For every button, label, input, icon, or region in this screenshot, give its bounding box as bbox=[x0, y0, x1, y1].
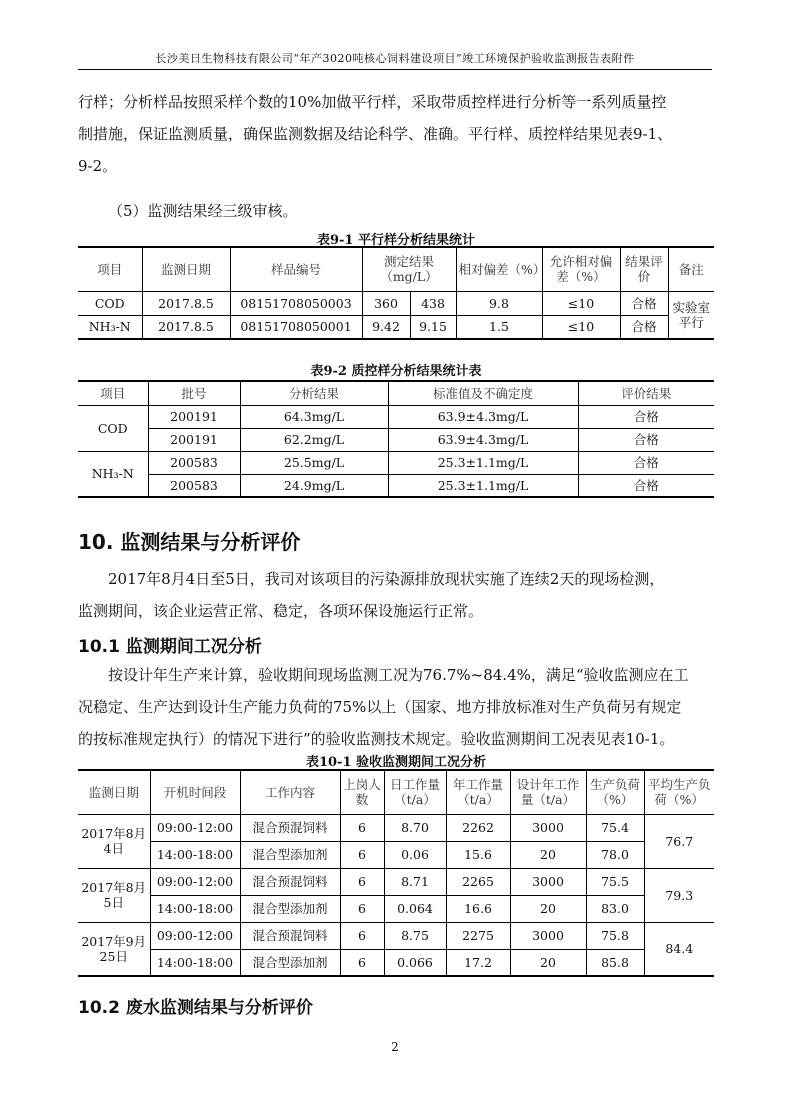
item-cell: COD bbox=[78, 405, 148, 451]
table-cell: 3000 bbox=[510, 868, 586, 895]
table-9-2-header-row bbox=[78, 381, 714, 405]
header-cell: 测定结果（mg/L） bbox=[362, 247, 456, 291]
table-cell: 6 bbox=[340, 841, 384, 868]
header-cell: 标准值及不确定度 bbox=[388, 381, 578, 405]
table-row bbox=[78, 291, 714, 315]
table-9-1-caption: 表9-1 平行样分析结果统计 bbox=[316, 233, 475, 248]
table-cell: 17.2 bbox=[446, 949, 510, 976]
header-cell: 分析结果 bbox=[240, 381, 388, 405]
header-cell: 日工作量（t/a） bbox=[384, 770, 446, 814]
table-cell: 438 bbox=[410, 291, 456, 315]
header-cell: 工作内容 bbox=[240, 770, 340, 814]
table-cell: 200583 bbox=[148, 474, 240, 497]
table-cell: 75.8 bbox=[586, 922, 644, 949]
table-cell: 20 bbox=[510, 949, 586, 976]
table-row bbox=[78, 922, 714, 949]
intro-line-2: 制措施，保证监测质量，确保监测数据及结论科学、准确。平行样、质控样结果见表9-1、 bbox=[78, 125, 673, 143]
header-cell: 样品编号 bbox=[230, 247, 362, 291]
remark-cell: 实验室平行 bbox=[668, 291, 714, 339]
header-cell: 相对偏差（%） bbox=[456, 247, 542, 291]
avg-load-cell: 76.7 bbox=[644, 814, 714, 868]
table-cell: 混合预混饲料 bbox=[240, 922, 340, 949]
table-10-1-caption: 表10-1 验收监测期间工况分析 bbox=[305, 755, 487, 770]
section-10-heading: 10. 监测结果与分析评价 bbox=[78, 530, 301, 554]
intro-line-3: 9-2。 bbox=[78, 157, 118, 175]
header-cell: 项目 bbox=[78, 381, 148, 405]
page-header: 长沙美日生物科技有限公司“年产3020吨核心饲料建设项目”竣工环境保护验收监测报告表附件 bbox=[78, 50, 712, 70]
avg-load-cell: 79.3 bbox=[644, 868, 714, 922]
section-10-line-2: 监测期间，该企业运营正常、稳定，各项环保设施运行正常。 bbox=[78, 602, 484, 620]
table-cell: 8.70 bbox=[384, 814, 446, 841]
section-10-2-heading: 10.2 废水监测结果与分析评价 bbox=[78, 998, 313, 1018]
intro-line-1: 行样；分析样品按照采样个数的10%加做平行样，采取带质控样进行分析等一系列质量控 bbox=[78, 93, 667, 111]
table-cell: 25.3±1.1mg/L bbox=[388, 451, 578, 474]
period-cell: 09:00-12:00 bbox=[150, 922, 240, 949]
avg-load-cell: 84.4 bbox=[644, 922, 714, 976]
table-cell: 混合型添加剂 bbox=[240, 895, 340, 922]
table-cell: 合格 bbox=[578, 428, 714, 451]
table-cell: 200191 bbox=[148, 405, 240, 428]
table-cell: 9.15 bbox=[410, 315, 456, 339]
header-cell: 设计年工作量（t/a） bbox=[510, 770, 586, 814]
table-cell: 63.9±4.3mg/L bbox=[388, 428, 578, 451]
period-cell: 14:00-18:00 bbox=[150, 949, 240, 976]
item-cell: NH₃-N bbox=[78, 451, 148, 497]
table-cell: 20 bbox=[510, 841, 586, 868]
section-10-1-line-3: 的按标准规定执行）的情况下进行”的验收监测技术规定。验收监测期间工况表见表10-1。 bbox=[78, 730, 675, 748]
table-cell: 16.6 bbox=[446, 895, 510, 922]
table-row bbox=[78, 451, 714, 474]
table-cell: 2265 bbox=[446, 868, 510, 895]
header-cell: 批号 bbox=[148, 381, 240, 405]
date-cell: 2017年8月5日 bbox=[78, 868, 150, 922]
table-cell: 3000 bbox=[510, 814, 586, 841]
header-cell: 评价结果 bbox=[578, 381, 714, 405]
table-cell: 85.8 bbox=[586, 949, 644, 976]
table-cell: 25.3±1.1mg/L bbox=[388, 474, 578, 497]
table-row bbox=[78, 895, 714, 922]
table-row bbox=[78, 428, 714, 451]
table-cell: 83.0 bbox=[586, 895, 644, 922]
table-cell: 1.5 bbox=[456, 315, 542, 339]
table-row bbox=[78, 315, 714, 339]
table-cell: 2017.8.5 bbox=[142, 291, 230, 315]
header-cell: 监测日期 bbox=[142, 247, 230, 291]
table-cell: 6 bbox=[340, 814, 384, 841]
table-row bbox=[78, 841, 714, 868]
table-9-1-header-row bbox=[78, 247, 714, 291]
table-cell: 混合预混饲料 bbox=[240, 868, 340, 895]
table-cell: 合格 bbox=[578, 405, 714, 428]
table-cell: 63.9±4.3mg/L bbox=[388, 405, 578, 428]
page-number: 2 bbox=[391, 1040, 399, 1054]
table-10-1 bbox=[78, 769, 714, 977]
period-cell: 09:00-12:00 bbox=[150, 814, 240, 841]
date-cell: 2017年9月25日 bbox=[78, 922, 150, 976]
table-cell: 6 bbox=[340, 895, 384, 922]
table-cell: 75.4 bbox=[586, 814, 644, 841]
table-cell: 0.06 bbox=[384, 841, 446, 868]
header-cell: 生产负荷（%） bbox=[586, 770, 644, 814]
period-cell: 14:00-18:00 bbox=[150, 841, 240, 868]
table-cell: 15.6 bbox=[446, 841, 510, 868]
table-cell: NH₃-N bbox=[78, 315, 142, 339]
table-cell: 合格 bbox=[578, 474, 714, 497]
table-cell: 20 bbox=[510, 895, 586, 922]
table-cell: 62.2mg/L bbox=[240, 428, 388, 451]
section-10-line-1: 2017年8月4日至5日，我司对该项目的污染源排放现状实施了连续2天的现场检测， bbox=[108, 570, 665, 588]
table-cell: 0.066 bbox=[384, 949, 446, 976]
table-cell: 2017.8.5 bbox=[142, 315, 230, 339]
table-cell: 6 bbox=[340, 922, 384, 949]
table-cell: 25.5mg/L bbox=[240, 451, 388, 474]
header-cell: 监测日期 bbox=[78, 770, 150, 814]
table-cell: 0.064 bbox=[384, 895, 446, 922]
table-cell: 合格 bbox=[620, 291, 668, 315]
header-cell: 上岗人数 bbox=[340, 770, 384, 814]
intro-line-4: （5）监测结果经三级审核。 bbox=[108, 202, 298, 220]
header-cell: 年工作量（t/a） bbox=[446, 770, 510, 814]
table-row bbox=[78, 405, 714, 428]
table-9-2 bbox=[78, 380, 714, 498]
table-cell: 6 bbox=[340, 868, 384, 895]
table-cell: 2275 bbox=[446, 922, 510, 949]
period-cell: 14:00-18:00 bbox=[150, 895, 240, 922]
header-cell: 项目 bbox=[78, 247, 142, 291]
table-row bbox=[78, 814, 714, 841]
table-cell: 200191 bbox=[148, 428, 240, 451]
table-cell: 24.9mg/L bbox=[240, 474, 388, 497]
table-cell: 64.3mg/L bbox=[240, 405, 388, 428]
table-cell: 08151708050001 bbox=[230, 315, 362, 339]
table-cell: 9.42 bbox=[362, 315, 410, 339]
table-10-1-header-row bbox=[78, 770, 714, 814]
table-cell: 08151708050003 bbox=[230, 291, 362, 315]
header-cell: 备注 bbox=[668, 247, 714, 291]
table-9-2-caption: 表9-2 质控样分析结果统计表 bbox=[310, 364, 482, 379]
table-cell: 200583 bbox=[148, 451, 240, 474]
header-cell: 平均生产负荷（%） bbox=[644, 770, 714, 814]
table-row bbox=[78, 474, 714, 497]
section-10-1-line-2: 况稳定、生产达到设计生产能力负荷的75%以上（国家、地方排放标准对生产负荷另有规定 bbox=[78, 698, 682, 716]
table-cell: 混合型添加剂 bbox=[240, 949, 340, 976]
table-9-1 bbox=[78, 246, 714, 340]
table-cell: ≤10 bbox=[542, 315, 620, 339]
table-cell: 混合预混饲料 bbox=[240, 814, 340, 841]
table-cell: COD bbox=[78, 291, 142, 315]
table-cell: 78.0 bbox=[586, 841, 644, 868]
table-cell: 合格 bbox=[578, 451, 714, 474]
section-10-1-line-1: 按设计年生产来计算，验收期间现场监测工况为76.7%~84.4%，满足“验收监测应在工 bbox=[108, 666, 689, 684]
table-cell: 8.75 bbox=[384, 922, 446, 949]
table-cell: 3000 bbox=[510, 922, 586, 949]
header-cell: 开机时间段 bbox=[150, 770, 240, 814]
section-10-1-heading: 10.1 监测期间工况分析 bbox=[78, 637, 262, 657]
table-cell: 6 bbox=[340, 949, 384, 976]
table-cell: 8.71 bbox=[384, 868, 446, 895]
date-cell: 2017年8月4日 bbox=[78, 814, 150, 868]
table-cell: 9.8 bbox=[456, 291, 542, 315]
header-cell: 结果评价 bbox=[620, 247, 668, 291]
table-row bbox=[78, 868, 714, 895]
table-row bbox=[78, 949, 714, 976]
table-cell: 2262 bbox=[446, 814, 510, 841]
table-cell: 合格 bbox=[620, 315, 668, 339]
header-cell: 允许相对偏差（%） bbox=[542, 247, 620, 291]
period-cell: 09:00-12:00 bbox=[150, 868, 240, 895]
table-cell: 75.5 bbox=[586, 868, 644, 895]
table-cell: 360 bbox=[362, 291, 410, 315]
table-cell: 混合型添加剂 bbox=[240, 841, 340, 868]
table-cell: ≤10 bbox=[542, 291, 620, 315]
